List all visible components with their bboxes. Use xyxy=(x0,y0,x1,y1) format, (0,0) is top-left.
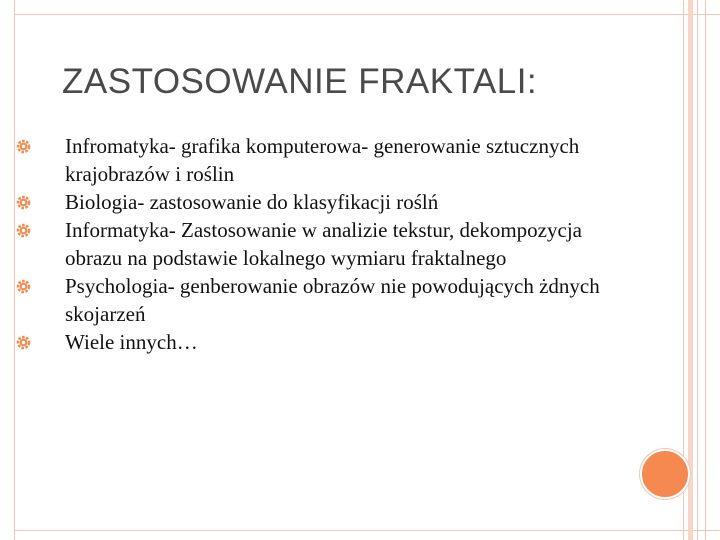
gear-bullet-icon xyxy=(15,194,32,211)
bullet-item xyxy=(65,132,635,188)
decorative-line xyxy=(705,0,706,540)
decorative-circle xyxy=(640,449,690,499)
gear-bullet-icon xyxy=(15,278,32,295)
bullet-item xyxy=(65,188,635,216)
gear-bullet-icon xyxy=(15,334,32,351)
bullet-item xyxy=(65,216,635,272)
gear-bullet-icon xyxy=(15,138,32,155)
bullet-text: Biologia- zastosowanie do klasyfikacji roślń xyxy=(65,190,439,214)
bullet-text: Infromatyka- grafika komputerowa- generowanie sztucznych krajobrazów i roślin xyxy=(65,134,580,186)
decorative-band xyxy=(688,0,693,540)
bullet-text: Informatyka- Zastosowanie w analizie tekstur, dekompozycja obrazu na podstawie lokalnego wymiaru fraktalnego xyxy=(65,218,582,270)
slide-frame-left xyxy=(0,0,15,540)
bullet-text: Wiele innych… xyxy=(65,330,198,354)
slide-title: ZASTOSOWANIE FRAKTALI: xyxy=(62,62,538,101)
bullet-item xyxy=(65,272,635,328)
bullet-list xyxy=(65,132,635,356)
decorative-line xyxy=(697,0,698,540)
gear-bullet-icon xyxy=(15,222,32,239)
slide-frame-bottom xyxy=(15,530,720,540)
bullet-text: Psychologia- genberowanie obrazów nie powodujących żdnych skojarzeń xyxy=(65,274,600,326)
bullet-item xyxy=(65,328,635,356)
slide-frame-top xyxy=(15,0,720,15)
